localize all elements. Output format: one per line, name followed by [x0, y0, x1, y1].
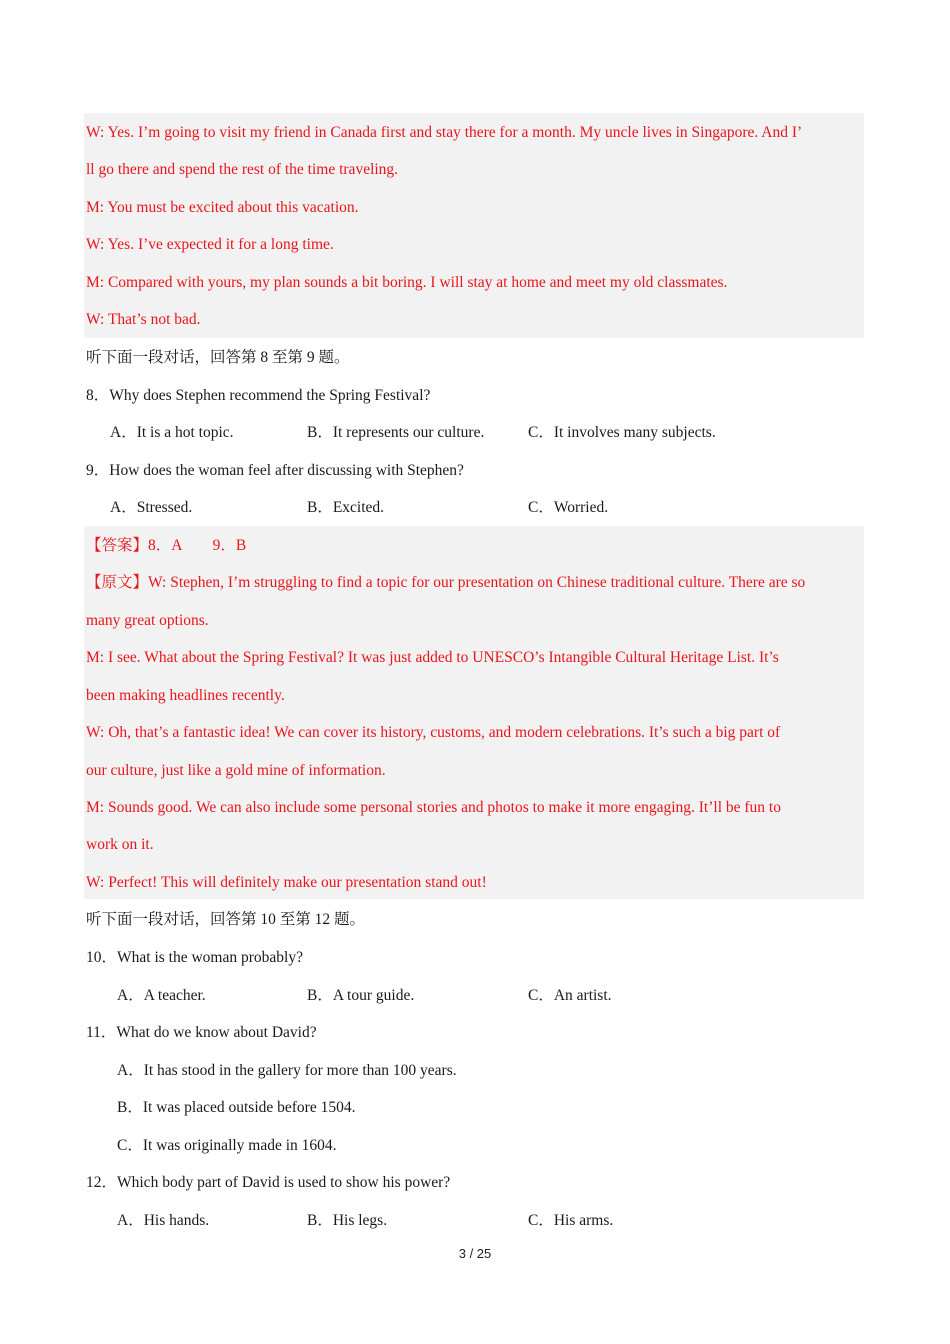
transcript-line: W: That’s not bad.: [86, 311, 201, 328]
q12-option-c: C．His arms.: [528, 1212, 614, 1229]
question-10: 10．What is the woman probably?: [86, 949, 303, 966]
transcript-line: many great options.: [86, 612, 209, 629]
transcript-line: M: Compared with yours, my plan sounds a bit boring. I will stay at home and meet my old classmates.: [86, 274, 728, 291]
q9-option-c: C．Worried.: [528, 499, 609, 516]
page-number: 3 / 25: [458, 1246, 492, 1261]
q8-option-a: A．It is a hot topic.: [110, 424, 234, 441]
transcript-line: been making headlines recently.: [86, 687, 285, 704]
transcript-line: ll go there and spend the rest of the time traveling.: [86, 161, 399, 178]
q10-option-a: A．A teacher.: [117, 987, 206, 1004]
question-8: 8．Why does Stephen recommend the Spring Festival?: [86, 387, 431, 404]
answer-line: 【答案】8．A 9．B: [86, 537, 247, 554]
transcript-line: M: Sounds good. We can also include some personal stories and photos to make it more engaging. It’ll be fun to: [86, 799, 781, 816]
q8-option-b: B．It represents our culture.: [307, 424, 485, 441]
q8-option-c: C．It involves many subjects.: [528, 424, 716, 441]
transcript-line: W: Yes. I’ve expected it for a long time.: [86, 236, 334, 253]
transcript-line: M: I see. What about the Spring Festival? It was just added to UNESCO’s Intangible Cultural Heritage List. It’s: [86, 649, 779, 666]
question-12: 12．Which body part of David is used to show his power?: [86, 1174, 451, 1191]
q9-option-b: B．Excited.: [307, 499, 385, 516]
transcript-line: M: You must be excited about this vacation.: [86, 199, 359, 216]
section-instruction: 听下面一段对话，回答第 8 至第 9 题。: [86, 349, 350, 366]
transcript-line: W: Oh, that’s a fantastic idea! We can cover its history, customs, and modern celebrations. It’s such a big part of: [86, 724, 781, 741]
question-9: 9．How does the woman feel after discussing with Stephen?: [86, 462, 464, 479]
q12-option-a: A．His hands.: [117, 1212, 210, 1229]
question-11: 11．What do we know about David?: [86, 1024, 317, 1041]
q10-option-c: C．An artist.: [528, 987, 612, 1004]
q12-option-b: B．His legs.: [307, 1212, 388, 1229]
q9-option-a: A．Stressed.: [110, 499, 193, 516]
q10-option-b: B．A tour guide.: [307, 987, 415, 1004]
transcript-line: work on it.: [86, 836, 154, 853]
transcript-line: W: Yes. I’m going to visit my friend in Canada first and stay there for a month. My uncle lives in Singapore. And I’: [86, 124, 803, 141]
transcript-line: W: Perfect! This will definitely make our presentation stand out!: [86, 874, 487, 891]
q11-option-b: B．It was placed outside before 1504.: [117, 1099, 356, 1116]
transcript-line: 【原文】W: Stephen, I’m struggling to find a topic for our presentation on Chinese traditional culture. There are so: [86, 574, 806, 591]
transcript-line: our culture, just like a gold mine of information.: [86, 762, 386, 779]
section-instruction: 听下面一段对话，回答第 10 至第 12 题。: [86, 911, 366, 928]
q11-option-a: A．It has stood in the gallery for more than 100 years.: [117, 1062, 457, 1079]
q11-option-c: C．It was originally made in 1604.: [117, 1137, 337, 1154]
